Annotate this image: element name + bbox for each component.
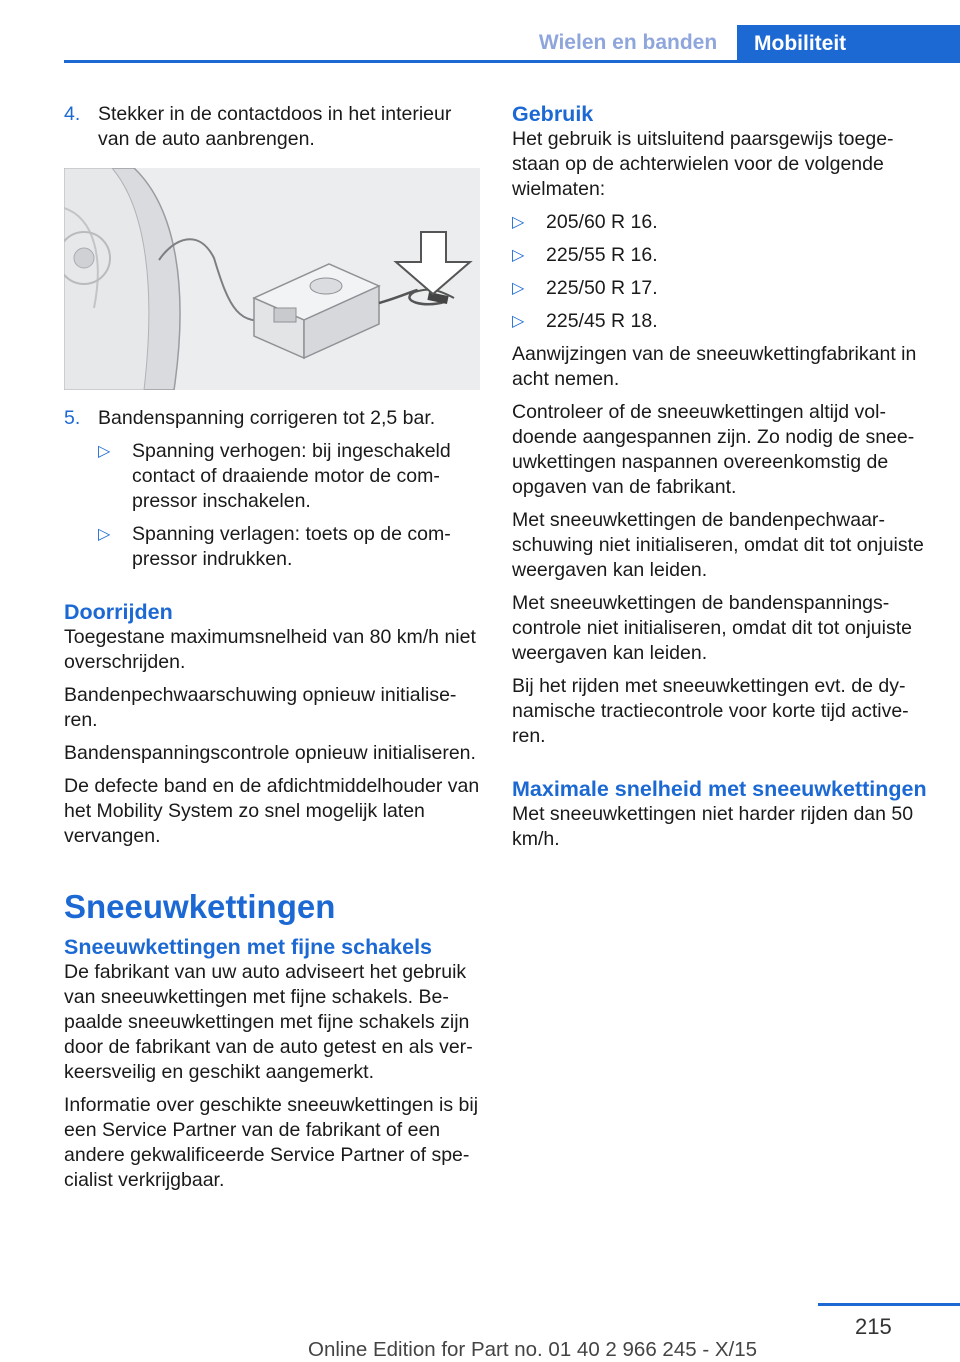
compressor-illustration-svg: [64, 168, 480, 390]
compressor-illustration: [64, 168, 480, 390]
header-rule: [64, 60, 960, 63]
triangle-right-outline-icon: ▷: [512, 280, 525, 297]
list-item: [512, 243, 930, 268]
paragraph: Toegestane maximumsnelheid van 80 km/h niet overschrijden.: [64, 626, 476, 673]
paragraph: Bandenpechwaarschuwing opnieuw initialiseren.: [64, 684, 457, 731]
list-item-text: 225/55 R 16.: [546, 244, 658, 266]
heading-maximale-snelheid: Maximale snelheid met sneeuwkettingen: [512, 777, 927, 801]
heading-sneeuwkettingen: Sneeuwkettingen: [64, 888, 336, 925]
step-number: 5.: [64, 407, 81, 429]
page-number: 215: [855, 1314, 892, 1339]
triangle-right-outline-icon: ▷: [98, 526, 111, 543]
paragraph: Controleer of de sneeuwkettingen altijd voldoende aangespannen zijn. Zo nodig de sneeuwkettingen naspannen overeenkomstig de opgaven van de fabrikant.: [512, 401, 915, 498]
chapter-tab[interactable]: Mobiliteit: [737, 25, 960, 62]
left-column: [64, 102, 482, 1201]
paragraph: Met sneeuwkettingen niet harder rijden dan 50 km/h.: [512, 803, 914, 850]
list-item-text: Spanning verlagen: toets op de compressor indrukken.: [132, 523, 451, 570]
list-item-text: Spanning verhogen: bij ingeschakeld contact of draaiende motor de compressor inschakelen.: [132, 440, 451, 512]
paragraph: Aanwijzingen van de sneeuwkettingfabrikant in acht nemen.: [512, 343, 917, 390]
list-item-text: 225/45 R 18.: [546, 310, 658, 332]
step-number: 4.: [64, 103, 81, 125]
paragraph: Bandenspanningscontrole opnieuw initialiseren.: [64, 742, 476, 764]
edition-note: Online Edition for Part no. 01 40 2 966 245 - X/15: [308, 1338, 758, 1361]
paragraph: Met sneeuwkettingen de bandenpechwaarschuwing niet initialiseren, omdat dit tot onjuiste weergaven kan leiden.: [512, 509, 924, 581]
subheading-fijne-schakels: Sneeuwkettingen met fijne schakels: [64, 935, 433, 959]
heading-doorrijden: Doorrijden: [64, 600, 173, 624]
paragraph: De defecte band en de afdichtmiddelhouder van het Mobility System zo snel mogelijk laten vervangen.: [64, 775, 480, 847]
step-text: Bandenspanning corrigeren tot 2,5 bar.: [98, 407, 436, 429]
paragraph: Informatie over geschikte sneeuwkettingen is bij een Service Partner van de fabrikant of een andere gekwalificeerde Service Partner of specialist verkrijgbaar.: [64, 1094, 479, 1191]
list-item: [98, 522, 482, 572]
step-5: [64, 406, 482, 431]
list-item: [512, 309, 930, 334]
triangle-right-outline-icon: ▷: [98, 443, 111, 460]
heading-gebruik: Gebruik: [512, 102, 594, 126]
page-header: [0, 0, 960, 62]
paragraph: De fabrikant van uw auto adviseert het gebruik van sneeuwkettingen met fijne schakels. Bepaalde sneeuwkettingen met fijne schakels zijn door de fabrikant van de auto getest en als verkeersveilig en geschikt aangemerkt.: [64, 961, 473, 1083]
right-column: [512, 102, 930, 860]
footer-rule: [818, 1303, 960, 1306]
list-item-text: 205/60 R 16.: [546, 211, 658, 233]
triangle-right-outline-icon: ▷: [512, 214, 525, 231]
step-4: [64, 102, 482, 152]
step-text: Stekker in de contactdoos in het interieur van de auto aanbrengen.: [98, 103, 452, 150]
list-item: [512, 276, 930, 301]
paragraph: Het gebruik is uitsluitend paarsgewijs toegestaan op de achterwielen voor de volgende wielmaten:: [512, 128, 894, 200]
list-item: [512, 210, 930, 235]
step-5-bullets: [98, 439, 482, 572]
paragraph: Bij het rijden met sneeuwkettingen evt. de dynamische tractiecontrole voor korte tijd activeren.: [512, 675, 909, 747]
list-item-text: 225/50 R 17.: [546, 277, 658, 299]
section-tab[interactable]: Wielen en banden: [538, 31, 718, 54]
paragraph: Met sneeuwkettingen de bandenspanningscontrole niet initialiseren, omdat dit tot onjuiste weergaven kan leiden.: [512, 592, 912, 664]
list-item: [98, 439, 482, 514]
triangle-right-outline-icon: ▷: [512, 247, 525, 264]
triangle-right-outline-icon: ▷: [512, 313, 525, 330]
